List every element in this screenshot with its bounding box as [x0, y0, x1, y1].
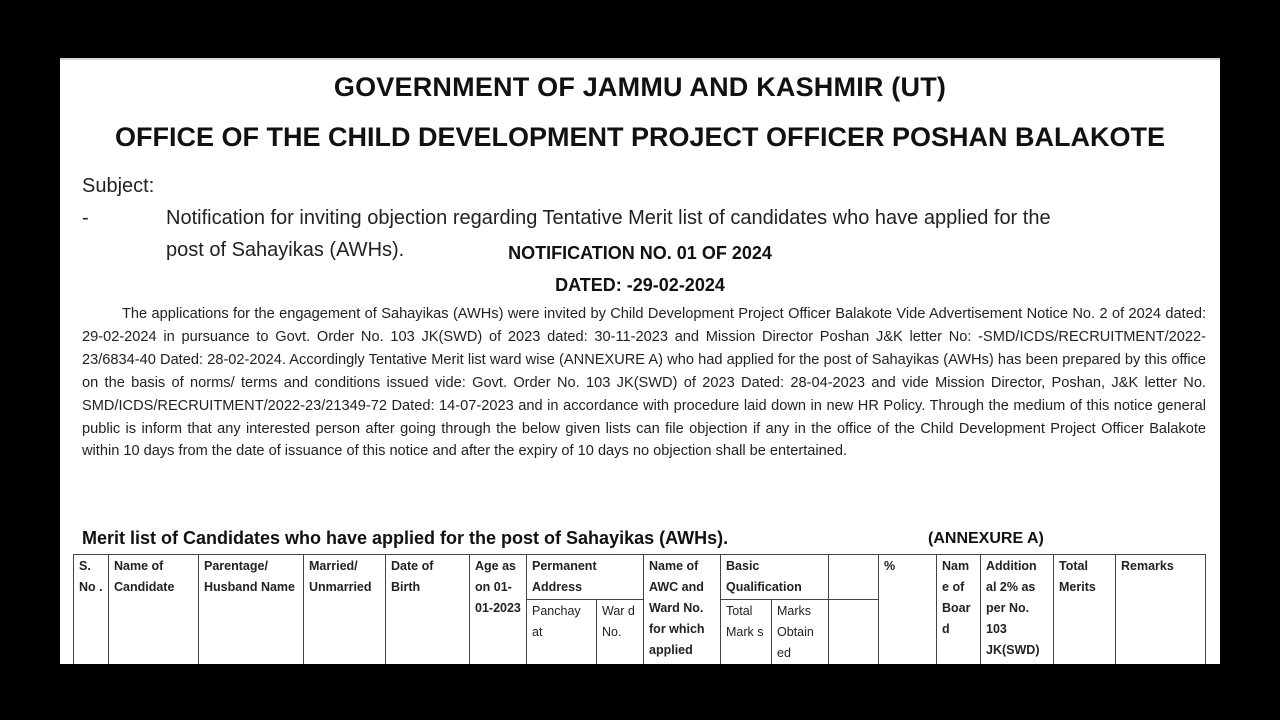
col-board: Nam e of Boar d — [937, 555, 981, 665]
notification-number: NOTIFICATION NO. 01 OF 2024 — [508, 243, 772, 263]
subject-text-line2: post of Sahayikas (AWHs). — [166, 239, 405, 261]
col-name: Name of Candidate — [109, 555, 199, 665]
col-marks-obtained: Marks Obtain ed — [772, 600, 829, 665]
col-total-marks: Total Mark s — [721, 600, 772, 665]
col-age: Age as on 01-01-2023 — [470, 555, 527, 665]
col-awc: Name of AWC and Ward No. for which applied — [644, 555, 721, 665]
col-sno: S. No . — [74, 555, 109, 665]
col-qualification: Basic Qualification — [721, 555, 829, 600]
col-remarks: Remarks — [1116, 555, 1206, 665]
col-ward: War d No. — [597, 600, 644, 665]
annexure-label: (ANNEXURE A) — [928, 530, 1044, 547]
subject-text-line1: Notification for inviting objection regarding Tentative Merit list of candidates who have applied for the — [166, 207, 1051, 229]
notification-date: DATED: -29-02-2024 — [555, 275, 725, 295]
government-header: GOVERNMENT OF JAMMU AND KASHMIR (UT) — [333, 72, 947, 102]
col-parentage: Parentage/ Husband Name — [199, 555, 304, 665]
merit-table — [73, 554, 1206, 664]
col-blank-sub — [829, 600, 879, 665]
col-address: Permanent Address — [527, 555, 644, 600]
office-header: OFFICE OF THE CHILD DEVELOPMENT PROJECT OFFICER POSHAN BALAKOTE — [114, 122, 1166, 152]
notification-document — [60, 58, 1220, 664]
col-blank — [829, 555, 879, 600]
col-total-merits: Total Merits — [1054, 555, 1116, 665]
col-dob: Date of Birth — [386, 555, 470, 665]
col-panchayat: Panchay at — [527, 600, 597, 665]
col-additional: Addition al 2% as per No. 103 JK(SWD) — [981, 555, 1054, 665]
subject-label: Subject: - — [82, 175, 155, 229]
body-paragraph: The applications for the engagement of Sahayikas (AWHs) were invited by Child Development Project Officer Balakote Vide Advertisement Notice No. 2 of 2024 dated: 29-02-2024 in pursuance to Govt. Order No. 103 JK(SWD) of 2023 dated: 30-11-2023 and Mission Director Poshan J&K letter No: -SMD/ICDS/RECRUITMENT/2022-23/6834-40 Dated: 28-02-2024. Accordingly Tentative Merit list ward wise (ANNEXURE A) who had applied for the post of Sahayikas (AWHs) has been prepared by this office on the basis of norms/ terms and conditions issued vide: Govt. Order No. 103 JK(SWD) of 2023 Dated: 28-04-2023 and vide Mission Director, Poshan, J&K letter No. SMD/ICDS/RECRUITMENT/2022-23/21349-72 Dated: 14-07-2023 and in accordance with procedure laid down in new HR Policy. Through the medium of this notice general public is inform that any interested person after going through the below given lists can file objection if any in the office of the Child Development Project Officer Balakote within 10 days from the date of issuance of this notice and after the expiry of 10 days no objection shall be entertained. — [82, 306, 1206, 460]
merit-list-title: Merit list of Candidates who have applied for the post of Sahayikas (AWHs). — [82, 528, 729, 548]
table-header-row — [74, 555, 1206, 600]
col-married: Married/ Unmarried — [304, 555, 386, 665]
col-percent: % — [879, 555, 937, 665]
merit-table-wrapper — [73, 554, 1205, 664]
